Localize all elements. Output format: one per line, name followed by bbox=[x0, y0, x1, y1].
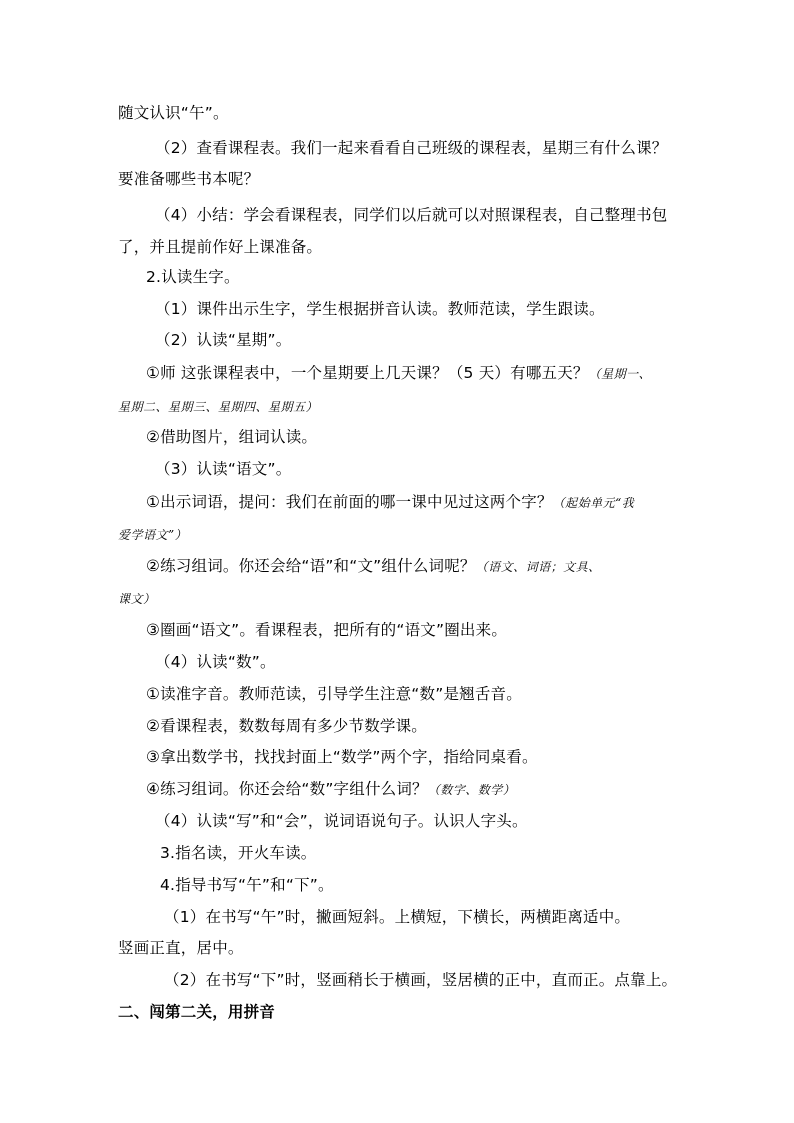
text-line bbox=[146, 556, 601, 577]
line-text: ②练习组词。你还会给“语”和“文”组什么词呢？ bbox=[146, 557, 476, 575]
text-line: 3.指名读，开火车读。 bbox=[160, 844, 317, 862]
text-line: 了，并且提前作好上课准备。 bbox=[118, 238, 323, 256]
answer-note: 爱学语文”） bbox=[118, 528, 188, 542]
answer-note: （星期一、 bbox=[588, 367, 652, 381]
text-line: 要准备哪些书本呢？ bbox=[118, 170, 260, 188]
text-line: （1）在书写“午”时，撇画短斜。上横短，下横长，两横距离适中。 bbox=[164, 908, 631, 926]
text-line: ③拿出数学书，找找封面上“数学”两个字，指给同桌看。 bbox=[146, 748, 538, 766]
text-line: （3）认读“语文”。 bbox=[155, 460, 292, 478]
text-line bbox=[146, 779, 515, 800]
text-line: （4）认读“数”。 bbox=[155, 653, 276, 671]
text-line: （1）课件出示生字，学生根据拼音认读。教师范读，学生跟读。 bbox=[155, 300, 605, 318]
line-text: ①师 这张课程表中，一个星期要上几天课？（5 天）有哪五天？ bbox=[146, 364, 589, 382]
text-line: （4）小结：学会看课程表，同学们以后就可以对照课程表，自己整理书包 bbox=[155, 206, 668, 224]
text-line: ②借助图片，组词认读。 bbox=[146, 428, 318, 446]
text-line: （4）认读“写”和“会”，说词语说句子。认识人字头。 bbox=[155, 812, 528, 830]
text-line: （2）查看课程表。我们一起来看看自己班级的课程表，星期三有什么课？ bbox=[155, 139, 668, 157]
answer-note: 课文） bbox=[118, 592, 156, 606]
text-line bbox=[146, 363, 651, 384]
line-text: ④练习组词。你还会给“数”字组什么词？ bbox=[146, 780, 428, 798]
text-line: （2）认读“星期”。 bbox=[155, 331, 292, 349]
text-line: ①读准字音。教师范读，引导学生注意“数”是翘舌音。 bbox=[146, 685, 522, 703]
line-text: ①出示词语，提问：我们在前面的哪一课中见过这两个字？ bbox=[146, 493, 553, 511]
answer-note: （起始单元“我 bbox=[552, 496, 635, 510]
text-line: （2）在书写“下”时，竖画稍长于横画，竖居横的正中，直而正。点靠上。 bbox=[164, 971, 678, 989]
section-heading: 二、闯第二关，用拼音 bbox=[118, 1003, 276, 1021]
answer-note: 星期二、星期三、星期四、星期五） bbox=[118, 400, 319, 414]
text-line: 随文认识“午”。 bbox=[118, 104, 229, 122]
text-line: 竖画正直，居中。 bbox=[118, 939, 244, 957]
text-line: 2.认读生字。 bbox=[146, 268, 240, 286]
text-line: ③圈画“语文”。看课程表，把所有的“语文”圈出来。 bbox=[146, 621, 508, 639]
text-line bbox=[146, 492, 634, 513]
answer-note: （语文、词语；文具、 bbox=[475, 560, 601, 574]
answer-note: （数字、数学） bbox=[427, 783, 516, 797]
text-line: 4.指导书写“午”和“下”。 bbox=[160, 876, 334, 894]
text-line: ②看课程表，数数每周有多少节数学课。 bbox=[146, 717, 427, 735]
